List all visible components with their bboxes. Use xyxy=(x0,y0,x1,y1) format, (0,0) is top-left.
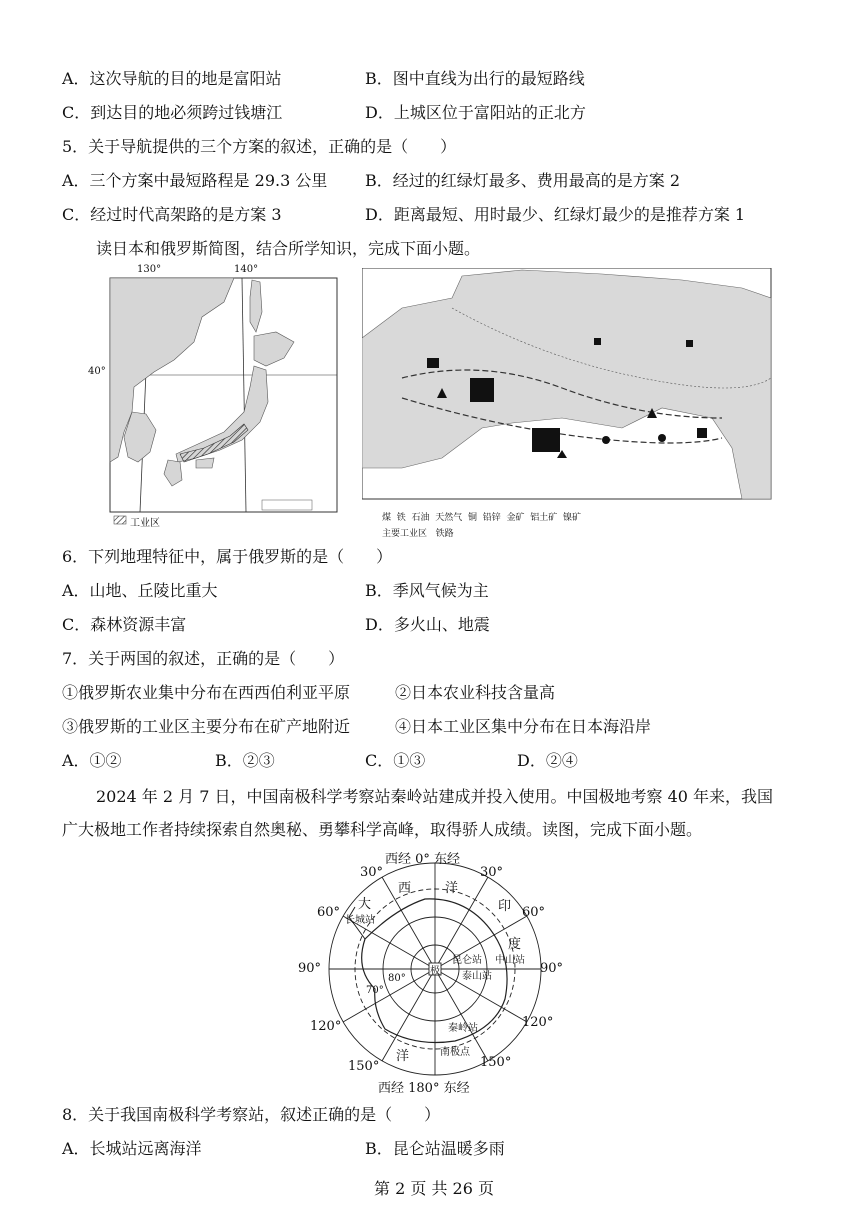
label-90e: 90° xyxy=(540,961,564,976)
q5-option-b: B．经过的红绿灯最多、费用最高的是方案 2 xyxy=(365,171,681,190)
label-pole: 极 xyxy=(430,966,440,977)
label-30e: 30° xyxy=(480,865,504,880)
label-kunlun-station: 昆仑站 xyxy=(452,955,482,966)
q4-option-d: D．上城区位于富阳站的正北方 xyxy=(365,103,586,122)
antarctic-map xyxy=(290,845,580,1095)
label-ocean-da: 大 xyxy=(358,897,372,912)
russia-map xyxy=(362,268,772,540)
label-top-meridian: 西经 0° 东经 xyxy=(385,852,461,867)
legend-gas: 天然气 xyxy=(435,513,463,523)
label-south-pole-area: 南极点 xyxy=(440,1047,470,1058)
russia-legend-row1 xyxy=(382,510,581,523)
q7-statement-2: ②日本农业科技含量高 xyxy=(395,683,556,702)
japan-lon-140: 140° xyxy=(234,264,259,275)
q5-option-c: C．经过时代高架路的是方案 3 xyxy=(62,205,282,224)
q7-statement-3: ③俄罗斯的工业区主要分布在矿产地附近 xyxy=(62,717,351,736)
intro-antarctic-line1: 2024 年 2 月 7 日，中国南极科学考察站秦岭站建成并投入使用。中国极地考察 40 年来，我国 xyxy=(96,787,774,806)
label-60w: 60° xyxy=(317,905,341,920)
japan-lon-130: 130° xyxy=(137,264,162,275)
label-120w: 120° xyxy=(310,1019,342,1034)
legend-industrial-area: 主要工业区 xyxy=(382,529,428,539)
q6-stem: 6．下列地理特征中，属于俄罗斯的是（ ） xyxy=(62,547,393,566)
japan-map-drawing xyxy=(84,262,340,532)
q7-stem: 7．关于两国的叙述，正确的是（ ） xyxy=(62,649,345,668)
label-150w: 150° xyxy=(348,1059,380,1074)
q6-option-d: D．多火山、地震 xyxy=(365,615,490,634)
q7-option-c: C．①③ xyxy=(365,751,426,770)
label-qinling-station: 秦岭站 xyxy=(448,1023,478,1034)
q4-option-a: A．这次导航的目的地是富阳站 xyxy=(62,69,282,88)
legend-copper: 铜 xyxy=(468,513,478,523)
label-150e: 150° xyxy=(480,1055,512,1070)
q5-option-a: A．三个方案中最短路程是 29.3 公里 xyxy=(62,171,328,190)
label-30w: 30° xyxy=(360,865,384,880)
label-ocean-yang1: 洋 xyxy=(445,881,459,896)
q6-option-a: A．山地、丘陵比重大 xyxy=(62,581,218,600)
legend-iron: 铁 xyxy=(396,513,406,523)
q4-option-c: C．到达目的地必须跨过钱塘江 xyxy=(62,103,283,122)
q7-option-b: B．②③ xyxy=(215,751,275,770)
label-ocean-yang2: 洋 xyxy=(396,1049,410,1064)
legend-bauxite: 铝土矿 xyxy=(530,513,558,523)
russia-map-drawing xyxy=(362,268,772,500)
japan-lat-40: 40° xyxy=(88,366,106,377)
q7-statement-1: ①俄罗斯农业集中分布在西西伯利亚平原 xyxy=(62,683,351,702)
label-120e: 120° xyxy=(522,1015,554,1030)
legend-oil: 石油 xyxy=(411,513,430,523)
legend-railway: 铁路 xyxy=(435,529,454,539)
label-lat-70: 70° xyxy=(366,985,384,996)
label-ocean-xi: 西 xyxy=(398,881,412,896)
q5-option-d: D．距离最短、用时最少、红绿灯最少的是推荐方案 1 xyxy=(365,205,746,224)
legend-coal: 煤 xyxy=(382,513,392,523)
q5-stem: 5．关于导航提供的三个方案的叙述，正确的是（ ） xyxy=(62,137,457,156)
label-bottom-meridian: 西经 180° 东经 xyxy=(378,1081,470,1096)
label-ocean-yin: 印 xyxy=(498,899,512,914)
legend-gold: 金矿 xyxy=(506,513,525,523)
page-footer: 第 2 页 共 26 页 xyxy=(374,1179,494,1198)
q8-option-b: B．昆仑站温暖多雨 xyxy=(365,1139,505,1158)
q7-option-a: A．①② xyxy=(62,751,122,770)
russia-legend-row2 xyxy=(382,526,454,539)
legend-leadzinc: 铅锌 xyxy=(482,513,501,523)
intro-japan-russia: 读日本和俄罗斯简图，结合所学知识，完成下面小题。 xyxy=(96,239,481,258)
legend-nickel: 镍矿 xyxy=(563,513,582,523)
intro-antarctic-line2: 广大极地工作者持续探索自然奥秘、勇攀科学高峰，取得骄人成绩。读图，完成下面小题。 xyxy=(62,820,703,839)
label-60e: 60° xyxy=(522,905,546,920)
q4-option-b: B．图中直线为出行的最短路线 xyxy=(365,69,585,88)
q6-option-b: B．季风气候为主 xyxy=(365,581,489,600)
q6-option-c: C．森林资源丰富 xyxy=(62,615,187,634)
label-ocean-du: 度 xyxy=(508,937,522,952)
japan-legend-industry: 工业区 xyxy=(130,518,160,529)
label-taishan-station: 泰山站 xyxy=(462,971,492,982)
label-zhongshan-station: 中山站 xyxy=(495,955,525,966)
label-lat-80: 80° xyxy=(388,973,406,984)
japan-map xyxy=(84,262,340,532)
label-90w: 90° xyxy=(298,961,322,976)
q7-option-d: D．②④ xyxy=(517,751,578,770)
q8-stem: 8．关于我国南极科学考察站，叙述正确的是（ ） xyxy=(62,1105,441,1124)
q8-option-a: A．长城站远离海洋 xyxy=(62,1139,202,1158)
label-changcheng-station: 长城站 xyxy=(345,915,375,926)
q7-statement-4: ④日本工业区集中分布在日本海沿岸 xyxy=(395,717,652,736)
